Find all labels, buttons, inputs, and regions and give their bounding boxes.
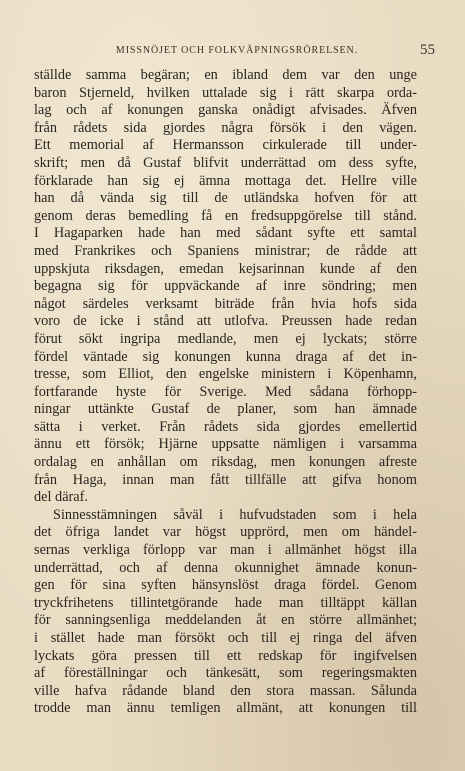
text-line: del däraf. — [34, 489, 88, 506]
page-number: 55 — [420, 42, 435, 58]
text-line: ville hafva rådande bland den stora massan. Sålunda — [34, 682, 417, 699]
text-line: Ett memorial af Hermansson cirkulerade till under- — [34, 137, 417, 154]
text-line: ningar uttänkte Gustaf de planer, som han ämnade — [34, 401, 417, 418]
text-line: från rådets sida gjordes några försök i den vägen. — [34, 119, 417, 136]
text-line: ställde samma begäran; en ibland dem var den unge — [34, 67, 417, 83]
text-line: fortfarande hyste för Sverige. Med sådana förhopp- — [34, 383, 417, 400]
text-line: af föreställningar och tänkesätt, som regeringsmakten — [34, 665, 417, 682]
text-line: uppskjuta riksdagen, emedan kejsarinnan kunde af den — [34, 260, 417, 277]
text-line: begagna sig för uppväckande af inre söndring; men — [34, 278, 417, 295]
text-line: han då vända sig till de utländska hofven för att — [34, 190, 417, 207]
text-line: skrift; men då Gustaf blifvit underrättad om dess syfte, — [34, 154, 417, 171]
text-line: voro de icke i stånd att utlofva. Preussen hade redan — [34, 313, 417, 330]
text-line: förklarade han sig ej ämna mottaga det. Hellre ville — [34, 172, 417, 189]
text-line: sernas verkliga förlopp var man i allmänhet högst illa — [34, 542, 417, 559]
running-head — [33, 42, 441, 63]
text-line: trodde man ännu temligen allmänt, att konungen till — [34, 700, 417, 717]
text-line: fördel väntade sig konungen kunna draga af det in- — [34, 348, 417, 365]
text-line: förut sökt ingripa medlande, men ej lyckats; större — [34, 330, 417, 347]
text-line: baron Stjerneld, hvilken uttalade sig i rätt skarpa orda- — [34, 84, 417, 101]
text-line: Sinnesstämningen såväl i hufvudstaden som i hela — [53, 506, 417, 523]
paragraph — [34, 507, 417, 718]
text-line: ännu ett försök; Hjärne uppsatte nämligen i varsamma — [34, 436, 417, 453]
running-title: MISSNÖJET OCH FOLKVÄPNINGSRÖRELSEN. — [115, 45, 359, 56]
text-line: lag och af konungen ganska onådigt afvisades. Äfven — [34, 102, 417, 119]
text-line: genom deras bemedling få en fredsuppgörelse till stånd. — [34, 207, 417, 224]
body-text — [34, 67, 417, 718]
text-line: något särdeles verksamt biträde från hvia hofs sida — [34, 295, 417, 312]
text-line: i stället hade man försökt och till ej ringa del äfven — [34, 630, 417, 646]
text-line: med Frankrikes och Spaniens ministrar; de rådde att — [34, 242, 417, 259]
text-line: det öfriga landet var högst upprörd, men om händel- — [34, 524, 417, 541]
text-line: tryckfrihetens tillintetgörande hade man tilltäppt källan — [34, 594, 417, 611]
text-line: ordalag en anhållan om riksdag, men konungen afreste — [34, 454, 417, 471]
text-line: underrättad, och af denna okunnighet ämnade konun- — [34, 559, 417, 576]
text-line: gen för sina syften hänsynslöst draga fördel. Genom — [34, 577, 417, 594]
text-line: I Hagaparken hade han med sådant syfte ett samtal — [34, 225, 417, 242]
text-line: från Haga, innan man fått tillfälle att gifva honom — [34, 471, 417, 488]
text-line: för sanningsenliga meddelanden åt en större allmänhet; — [34, 612, 417, 629]
text-line: sätta i verket. Från rådets sida gjordes emellertid — [34, 418, 417, 435]
text-line: tresse, som Elliot, den engelske ministern i Köpenhamn, — [34, 366, 417, 383]
paragraph — [34, 67, 417, 507]
text-line: lyckats göra pressen till ett redskap för ingifvelsen — [34, 647, 417, 664]
